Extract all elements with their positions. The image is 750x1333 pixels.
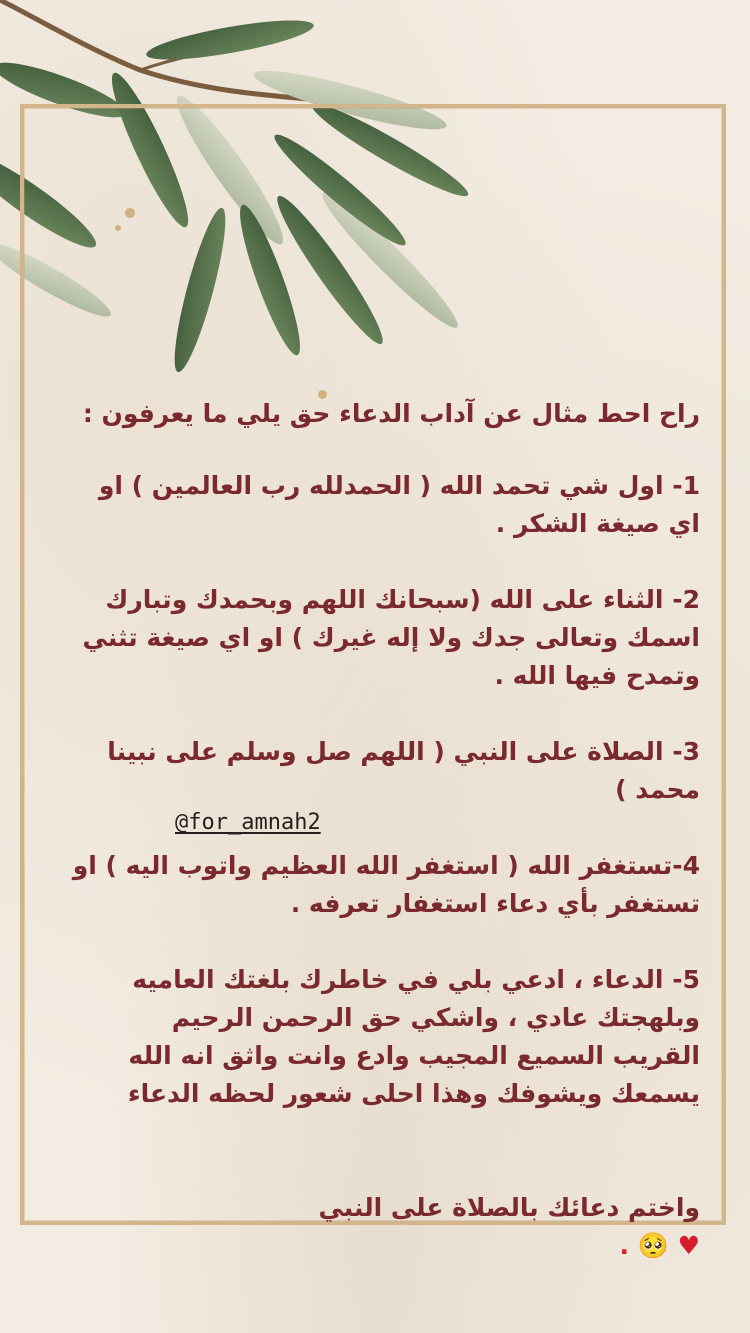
- closing-line: [70, 1151, 700, 1265]
- step-5: 5- الدعاء ، ادعي بلي في خاطرك بلغتك العاميه وبلهجتك عادي ، واشكي حق الرحمن الرحيم القريب السميع المجيب وادع وانت واثق انه الله يسمعك ويشوفك وهذا احلى شعور لحظه الدعاء: [127, 965, 700, 1108]
- closing-text: واختم دعائك بالصلاة على النبي: [318, 1193, 700, 1222]
- mention-tag[interactable]: @for_amnah2: [175, 810, 321, 835]
- step-1: 1- اول شي تحمد الله ( الحمدلله رب العالمين ) او اي صيغة الشكر .: [98, 471, 700, 538]
- step-2: 2- الثناء على الله (سبحانك اللهم وبحمدك وتبارك اسمك وتعالى جدك ولا إله غيرك ) او اي صيغة تثني وتمدح فيها الله .: [82, 585, 700, 690]
- closing-emojis: ♥ 🥺 .: [619, 1231, 700, 1260]
- intro-text: راح احط مثال عن آداب الدعاء حق يلي ما يعرفون :: [82, 399, 700, 428]
- step-3: 3- الصلاة على النبي ( اللهم صل وسلم على نبينا محمد ): [107, 737, 700, 804]
- story-text: [70, 395, 700, 1265]
- step-4: 4-تستغفر الله ( استغفر الله العظيم واتوب اليه ) او تستغفر بأي دعاء استغفار تعرفه .: [72, 851, 700, 918]
